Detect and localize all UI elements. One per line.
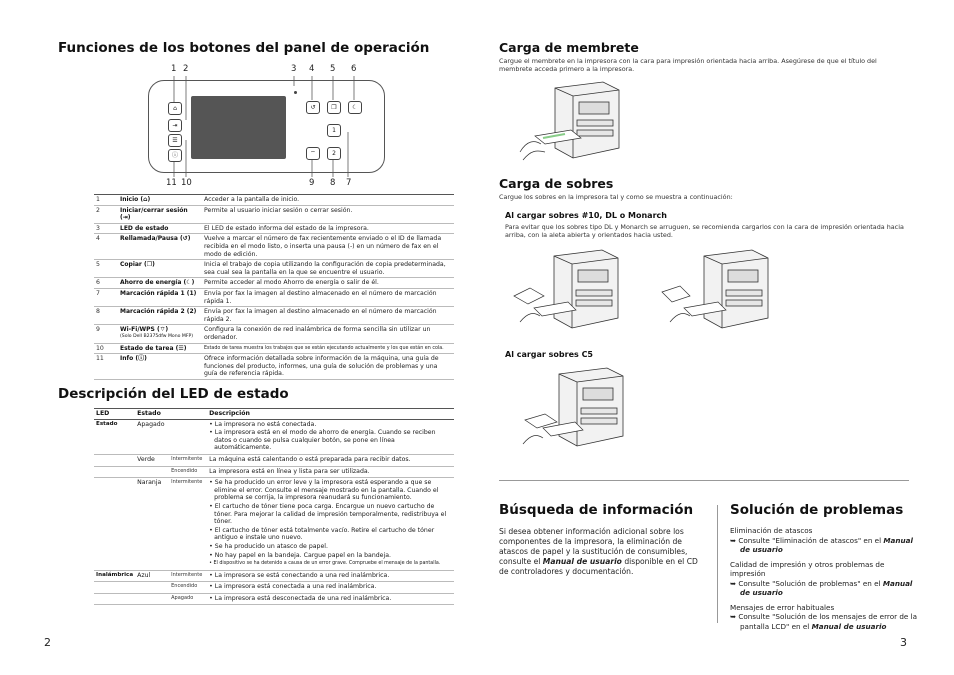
led-state [135,593,169,605]
function-row [94,354,454,380]
troubleshooting-heading: Mensajes de error habituales [730,602,835,612]
function-name-text: Copiar ( [120,261,147,269]
troubleshooting-line: Consulte "Eliminación de atascos" en el [738,535,882,545]
function-description: Configura la conexión de red inalámbrica de forma sencilla sin utilizar un ordenador. [202,325,454,343]
led-row [94,582,454,594]
troubleshooting-heading: Calidad de impresión y otros problemas de impresión [730,559,885,578]
led-description-item: La impresora está conectada a una red inalámbrica. [214,583,377,591]
led-table [94,409,454,605]
led-row [94,466,454,478]
function-name-end: ) [193,308,197,316]
function-row [94,260,454,278]
function-number: 4 [94,234,118,260]
troubleshooting-line: Consulte "Solución de los mensajes de error de la pantalla LCD" en el [738,612,918,631]
function-number: 9 [94,325,118,343]
led-description-item: El cartucho de tóner tiene poca carga. Encargue un nuevo cartucho de tóner. Para mejorar la calidad de impresión temporalmente, redistribuya el tóner. [214,502,447,526]
led-name [94,593,135,605]
led-title: Descripción del LED de estado [58,386,289,402]
function-name-end: ) [147,196,151,203]
function-name-end: ) [165,326,169,334]
function-row [94,325,454,343]
function-name-text: Estado de tarea ( [120,344,179,352]
function-name-end: ) [183,344,187,352]
troubleshooting-item [730,526,920,555]
c5-title: Al cargar sobres C5 [505,350,593,359]
troubleshooting-heading: Eliminación de atascos [730,526,813,535]
envelopes-title: Carga de sobres [499,176,614,191]
info-icon: ⓘ [138,355,145,363]
led-description-item: El dispositivo se ha detenido a causa de un error grave. Compruebe el mensaje de la pantalla. [213,561,441,567]
function-description: Ofrece información detallada sobre información de la máquina, una guía de funciones del producto, informes, una guía de solución de problemas y una guía de referencia rápida. [202,354,454,380]
diagram-label: 1 [171,64,177,74]
info-search-text-part: disponible en el CD de controladores y documentación. [499,557,698,576]
functions-table [94,195,454,380]
led-name: Inalámbrica [94,570,135,582]
envelope10-title: Al cargar sobres #10, DL o Monarch [505,211,667,220]
diagram-label: 11 [166,178,177,188]
info-search-text [499,527,709,577]
function-name [118,260,202,278]
page-number-right: 3 [900,636,907,649]
function-name [118,195,202,205]
letterhead-title: Carga de membrete [499,40,639,55]
arrow-icon: ➥ [730,535,739,545]
led-name [94,478,135,571]
diagram-label: 3 [291,64,297,74]
info-search-text-part: Si desea obtener información adicional sobre los componentes de la impresora, la eliminación de atascos de papel y la sustitución de consumibles, consulte el [499,527,688,566]
lcd-screen [191,96,286,159]
troubleshooting-item [730,603,920,632]
power-save-icon: ☾ [186,279,192,287]
function-name-text: Iniciar/cerrar sesión ( [120,206,188,222]
led-name: Estado [94,419,135,454]
function-name-end: ) [127,214,131,222]
arrow-icon: ➥ [730,612,739,621]
speed-dial-2-icon[interactable]: 2 [327,147,341,160]
page-number-left: 2 [44,636,51,649]
function-row [94,223,454,234]
function-number: 11 [94,354,118,380]
function-row [94,195,454,205]
function-number: 2 [94,205,118,223]
led-state: Verde [135,454,169,466]
function-name [118,278,202,289]
led-substate [169,419,207,454]
led-row [94,593,454,605]
function-description: Estado de tarea muestra los trabajos que se están ejecutando actualmente y los que están en cola. [202,343,454,354]
status-led [294,91,297,94]
troubleshooting-line: Consulte "Solución de problemas" en el [738,578,881,588]
function-name [118,205,202,223]
function-number: 10 [94,343,118,354]
function-row [94,278,454,289]
led-description [207,466,454,478]
control-panel-outline [148,80,385,173]
diagram-label: 7 [346,178,352,188]
troubleshooting-reference [730,579,920,598]
function-note: (Solo Dell B2375dfw Mono MFP) [120,333,194,339]
printer-envelope-dl-illustration [510,246,625,336]
speed-dial-2-icon: 2 [189,308,194,316]
led-description: • Se ha producido un error leve y la impresora está esperando a que se elimine el error. Consulte el mensaje mostrado en la pantalla. Cuando el problema se corrija, la impresora reanudará su funcionamiento. • El cartucho de tóner tiene poca carga. Encargue un nuevo cartucho de tóner. Para mejorar la calidad de impresión temporalmente, redistribuya el tóner. • El cartucho de tóner está totalmente vacío. Retire el cartucho de tóner antiguo e instale uno nuevo. • Se ha producido un atasco de papel. • No hay papel en la bandeja. Cargue papel en la bandeja. • El dispositivo se ha detenido a causa de un error grave. Compruebe el mensaje de la pantalla. [207,478,454,571]
function-name [118,354,202,380]
troubleshooting-reference [730,612,920,631]
user-manual-ref: Manual de usuario [542,557,622,566]
envelope10-text: Para evitar que los sobres tipo DL y Monarch se arruguen, se recomienda cargarlos con la cara de impresión orientada hacia arriba, con la aleta abierta y orientados hacia usted. [505,223,904,239]
job-status-icon[interactable]: ☰ [168,134,182,147]
letterhead-text: Cargue el membrete en la impresora con la cara para impresión orientada hacia arriba. Asegúrese de que el título del membrete acceda primero a la impresora. [499,57,877,73]
led-substate: Intermitente [169,478,207,571]
led-description-item: La impresora no está conectada. [214,420,317,428]
function-number: 1 [94,195,118,205]
function-description: Inicia el trabajo de copia utilizando la configuración de copia predeterminada, sea cual sea la pantalla en la que se encuentre el usuario. [202,260,454,278]
header-state: Estado [135,409,207,419]
led-substate: Encendido [169,582,207,594]
led-description-item: La impresora está en el modo de ahorro de energía. Cuando se reciben datos o cuando se pulsa cualquier botón, se pone en línea automáticamente. [214,429,436,452]
envelopes-text: Cargue los sobres en la impresora tal y como se muestra a continuación: [499,193,733,201]
function-name-text: Rellamada/Pausa ( [120,235,183,243]
led-name [94,582,135,594]
function-name [118,234,202,260]
info-search-title: Búsqueda de información [499,502,694,518]
led-row [94,570,454,582]
header-description: Descripción [207,409,454,419]
led-substate: Intermitente [169,454,207,466]
diagram-label: 8 [330,178,336,188]
troubleshooting-reference [730,536,920,555]
function-row [94,343,454,354]
speed-dial-1-icon: 1 [189,289,194,297]
printer-letterhead-illustration [515,78,625,166]
function-row [94,234,454,260]
led-description-item: No hay papel en la bandeja. Cargue papel en la bandeja. [214,551,391,559]
function-name [118,288,202,306]
function-name-end: ) [144,355,147,363]
function-name [118,307,202,325]
led-description-item: La impresora se está conectando a una red inalámbrica. [214,571,390,579]
power-save-icon[interactable]: ☾ [348,101,362,114]
function-name [118,223,202,234]
function-number: 8 [94,307,118,325]
copy-icon: ❐ [146,261,153,269]
led-row [94,454,454,466]
troubleshooting-item [730,560,920,598]
led-description: • La impresora se está conectando a una red inalámbrica. [207,570,454,582]
led-description: • La impresora está desconectada de una red inalámbrica. [207,593,454,605]
function-row [94,205,454,223]
function-name [118,325,202,343]
led-description: • La impresora está conectada a una red inalámbrica. [207,582,454,594]
diagram-label: 6 [351,64,357,74]
led-state: Apagado [135,419,169,454]
wifi-icon[interactable]: ⌔ [306,147,320,160]
home-icon: ⌂ [143,196,148,203]
function-row [94,288,454,306]
home-icon[interactable]: ⌂ [168,102,182,115]
function-description: Envía por fax la imagen al destino almacenado en el número de marcación rápida 2. [202,307,454,325]
info-icon[interactable]: ⓘ [168,149,182,162]
printer-envelope-c5-illustration [515,364,630,456]
copy-icon[interactable]: ❐ [327,101,341,114]
function-name-text: Inicio ( [120,196,144,203]
redial-icon[interactable]: ↺ [306,101,320,114]
function-name-text: Wi-Fi/WPS ( [120,326,160,334]
user-manual-ref: Manual de usuario [740,578,913,597]
column-divider [717,505,718,623]
user-manual-ref: Manual de usuario [811,621,887,631]
function-number: 6 [94,278,118,289]
redial-icon: ↺ [182,235,188,243]
function-description: El LED de estado informa del estado de la impresora. [202,223,454,234]
led-state [135,582,169,594]
led-description-item: Se ha producido un error leve y la impresora está esperando a que se elimine el error. Consulte el mensaje mostrado en la pantalla. Cuando el problema se corrija, la impresora reanudará su funcionamiento. [214,479,439,502]
user-manual-ref: Manual de usuario [740,535,913,554]
function-number: 7 [94,288,118,306]
led-description: • La impresora no está conectada. • La impresora está en el modo de ahorro de energía. Cuando se reciben datos o cuando se pulsa cualquier botón, se pone en línea automáticamente. [207,419,454,454]
troubleshooting-title: Solución de problemas [730,502,904,518]
led-table-header [94,409,454,419]
led-name [94,454,135,466]
led-substate: Intermitente [169,570,207,582]
function-name-end: ) [191,279,195,287]
led-description-item: La impresora está desconectada de una red inalámbrica. [214,594,392,602]
header-led: LED [94,409,135,419]
function-name-end: ) [152,261,155,269]
printer-envelope-monarch-illustration [660,246,775,336]
diagram-label: 10 [181,178,192,188]
function-name-end: ) [193,289,197,297]
led-description [207,454,454,466]
function-number: 3 [94,223,118,234]
function-name-text: Marcación rápida 1 ( [120,289,190,297]
divider [499,480,909,481]
speed-dial-1-icon[interactable]: 1 [327,124,341,137]
function-description: Permite al usuario iniciar sesión o cerrar sesión. [202,205,454,223]
function-name [118,343,202,354]
function-name-text: Info ( [120,355,139,363]
led-state [135,466,169,478]
function-description: Vuelve a marcar el número de fax recientemente enviado o el ID de llamada recibida en el modo listo, o inserta una pausa (-) en un número de fax en el modo de edición. [202,234,454,260]
function-number: 5 [94,260,118,278]
led-state: Azul [135,570,169,582]
panel-buttons-title: Funciones de los botones del panel de operación [58,40,430,56]
diagram-label: 5 [330,64,336,74]
login-icon: ⇥ [122,214,128,222]
led-substate: Apagado [169,593,207,605]
led-state: Naranja [135,478,169,571]
function-description: Envía por fax la imagen al destino almacenado en el número de marcación rápida 1. [202,288,454,306]
wifi-icon: ⌔ [159,326,166,334]
led-description-item: La máquina está calentando o está preparada para recibir datos. [209,455,411,463]
troubleshooting-list [730,526,920,636]
led-substate: Encendido [169,466,207,478]
led-description-item: La impresora está en línea y lista para ser utilizada. [209,467,370,475]
function-name-text: Marcación rápida 2 ( [120,308,190,316]
diagram-label: 2 [183,64,189,74]
diagram-label: 4 [309,64,315,74]
led-row [94,478,454,571]
function-row [94,307,454,325]
led-description-item: El cartucho de tóner está totalmente vacío. Retire el cartucho de tóner antiguo e instale uno nuevo. [214,526,435,542]
led-description-item: Se ha producido un atasco de papel. [214,542,328,550]
function-description: Acceder a la pantalla de inicio. [202,195,454,205]
login-icon[interactable]: ⇥ [168,119,182,132]
function-name-text: LED de estado [120,224,169,232]
job-status-icon: ☰ [178,344,184,352]
led-row [94,419,454,454]
led-name [94,466,135,478]
function-name-text: Ahorro de energía ( [120,279,187,287]
function-name-end: ) [187,235,191,243]
arrow-icon: ➥ [730,578,739,588]
diagram-label: 9 [309,178,315,188]
function-description: Permite acceder al modo Ahorro de energía o salir de él. [202,278,454,289]
